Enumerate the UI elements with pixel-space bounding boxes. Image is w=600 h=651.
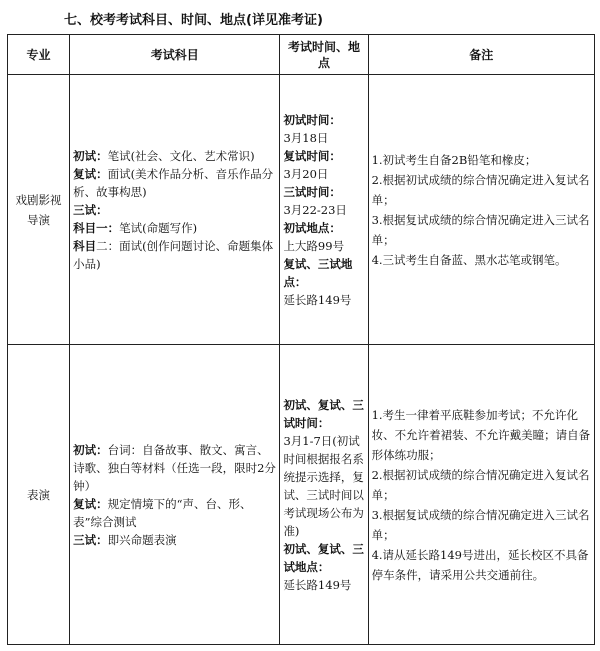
notes-cell bbox=[368, 75, 594, 345]
subject-line: 三试：即兴命题表演 bbox=[73, 532, 177, 547]
subject-line: 初试：笔试(社会、文化、艺术常识) bbox=[73, 148, 255, 163]
time-place-cell bbox=[280, 75, 368, 345]
time-value: 3月18日 bbox=[283, 130, 329, 145]
subject-line: 复试：面试(美术作品分析、音乐作品分析、故事构思) bbox=[73, 166, 274, 199]
note-item: 4.请从延长路149号进出，延长校区不具备停车条件，请采用公共交通前往。 bbox=[371, 547, 589, 582]
note-item: 3.根据复试成绩的综合情况确定进入三试名单； bbox=[371, 212, 590, 247]
table-row bbox=[8, 75, 595, 345]
header-time-place: 考试时间、地点 bbox=[280, 35, 368, 75]
place-label: 复试、三试地点： bbox=[283, 256, 353, 289]
place-label: 初试、复试、三试地点： bbox=[283, 541, 364, 574]
time-label: 复试时间： bbox=[283, 148, 341, 163]
note-item: 1.考生一律着平底鞋参加考试；不允许化妆、不允许着裙装、不允许戴美瞳；请自备形体练功服； bbox=[371, 407, 591, 462]
major-cell: 戏剧影视导演 bbox=[8, 75, 70, 345]
table-header-row bbox=[8, 35, 595, 75]
header-major: 专业 bbox=[8, 35, 70, 75]
time-value: 3月22-23日 bbox=[283, 202, 347, 217]
subject-line: 初试：台词：自备故事、散文、寓言、诗歌、独白等材料（任选一段，限时2分钟） bbox=[73, 442, 276, 493]
note-item: 1.初试考生自备2B铅笔和橡皮； bbox=[371, 152, 537, 167]
subjects-cell bbox=[70, 345, 280, 645]
note-item: 2.根据初试成绩的综合情况确定进入复试名单； bbox=[371, 467, 590, 502]
note-item: 3.根据复试成绩的综合情况确定进入三试名单； bbox=[371, 507, 590, 542]
table-row bbox=[8, 345, 595, 645]
section-heading: 七、校考考试科目、时间、地点(详见准考证) bbox=[64, 13, 323, 28]
header-notes: 备注 bbox=[368, 35, 594, 75]
place-value: 延长路149号 bbox=[283, 577, 352, 592]
subjects-cell bbox=[70, 75, 280, 345]
time-place-cell bbox=[280, 345, 368, 645]
place-value: 上大路99号 bbox=[283, 238, 345, 253]
notes-cell bbox=[368, 345, 594, 645]
time-value: 3月1-7日(初试时间根据报名系统提示选择，复试、三试时间以考试现场公布为准) bbox=[283, 433, 364, 538]
place-label: 初试地点： bbox=[283, 220, 341, 235]
note-item: 2.根据初试成绩的综合情况确定进入复试名单； bbox=[371, 172, 590, 207]
time-label: 三试时间： bbox=[283, 184, 341, 199]
exam-schedule-table bbox=[7, 34, 595, 645]
subject-line: 复试：规定情境下的“声、台、形、表”综合测试 bbox=[73, 496, 252, 529]
place-value: 延长路149号 bbox=[283, 292, 352, 307]
subject-line: 科目二：面试(创作问题讨论、命题集体小品) bbox=[73, 238, 274, 271]
subject-line: 科目一：笔试(命题写作) bbox=[73, 220, 198, 235]
note-item: 4.三试考生自备蓝、黑水芯笔或钢笔。 bbox=[371, 252, 567, 267]
time-label: 初试、复试、三试时间： bbox=[283, 397, 364, 430]
time-value: 3月20日 bbox=[283, 166, 329, 181]
header-subjects: 考试科目 bbox=[70, 35, 280, 75]
major-cell: 表演 bbox=[8, 345, 70, 645]
time-label: 初试时间： bbox=[283, 112, 341, 127]
subject-line: 三试： bbox=[73, 202, 108, 217]
